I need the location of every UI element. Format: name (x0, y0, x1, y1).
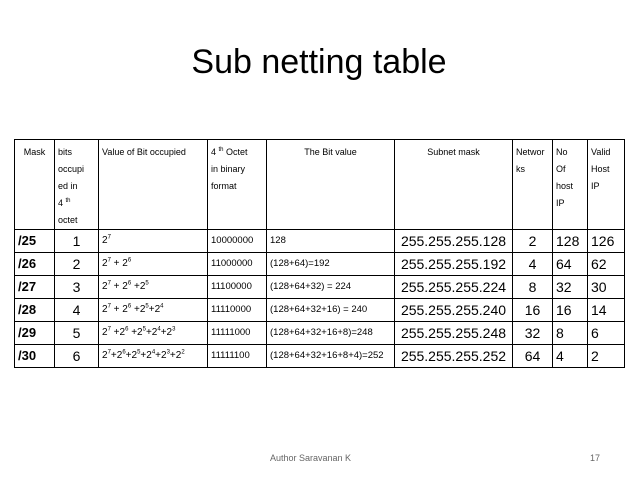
table-row (15, 253, 625, 276)
cell-hosts: 128 (553, 230, 588, 253)
cell-bit-value: (128+64+32+16+8+4)=252 (267, 345, 395, 368)
cell-mask: /25 (15, 230, 55, 253)
cell-networks: 4 (513, 253, 553, 276)
cell-bits: 3 (55, 276, 99, 299)
cell-subnet-mask: 255.255.255.240 (395, 299, 513, 322)
cell-networks: 2 (513, 230, 553, 253)
cell-valid: 30 (588, 276, 625, 299)
footer-author: Author Saravanan K (270, 453, 352, 463)
cell-networks: 8 (513, 276, 553, 299)
header-bit-value: The Bit value (267, 140, 395, 230)
cell-subnet-mask: 255.255.255.192 (395, 253, 513, 276)
header-networks: Networ ks (513, 140, 553, 230)
cell-value: $2^7+2^6+2^5+2^4+2^3+2^2$ (99, 345, 208, 368)
cell-hosts: 4 (553, 345, 588, 368)
header-hosts: No Of host IP (553, 140, 588, 230)
cell-bits: 4 (55, 299, 99, 322)
cell-value: $2^7 +2^6 +2^5+2^4+2^3$ (99, 322, 208, 345)
cell-subnet-mask: 255.255.255.252 (395, 345, 513, 368)
cell-hosts: 8 (553, 322, 588, 345)
cell-valid: 6 (588, 322, 625, 345)
cell-bits: 1 (55, 230, 99, 253)
cell-value: $2^7$ (99, 230, 208, 253)
cell-hosts: 16 (553, 299, 588, 322)
cell-hosts: 32 (553, 276, 588, 299)
cell-value: $2^7 + 2^6 +2^5+2^4$ (99, 299, 208, 322)
cell-hosts: 64 (553, 253, 588, 276)
cell-bit-value: 128 (267, 230, 395, 253)
cell-binary: 11100000 (208, 276, 267, 299)
cell-subnet-mask: 255.255.255.224 (395, 276, 513, 299)
table-row (15, 322, 625, 345)
table-row (15, 230, 625, 253)
cell-bits: 6 (55, 345, 99, 368)
slide-title: Sub netting table (191, 43, 447, 81)
header-octet: 4 $^{th}$ Octet in binary format (208, 140, 267, 230)
cell-binary: 11110000 (208, 299, 267, 322)
cell-bit-value: (128+64+32+16) = 240 (267, 299, 395, 322)
header-row (15, 140, 625, 230)
cell-bits: 2 (55, 253, 99, 276)
cell-subnet-mask: 255.255.255.248 (395, 322, 513, 345)
table-row (15, 276, 625, 299)
cell-valid: 126 (588, 230, 625, 253)
cell-value: $2^7 + 2^6 +2^5$ (99, 276, 208, 299)
cell-binary: 11111000 (208, 322, 267, 345)
header-subnet-mask: Subnet mask (395, 140, 513, 230)
subnetting-table (14, 139, 625, 368)
cell-mask: /29 (15, 322, 55, 345)
cell-valid: 2 (588, 345, 625, 368)
cell-mask: /27 (15, 276, 55, 299)
cell-bit-value: (128+64+32+16+8)=248 (267, 322, 395, 345)
cell-valid: 62 (588, 253, 625, 276)
header-value: Value of Bit occupied (99, 140, 208, 230)
cell-subnet-mask: 255.255.255.128 (395, 230, 513, 253)
table-row (15, 345, 625, 368)
cell-mask: /30 (15, 345, 55, 368)
header-valid: Valid Host IP (588, 140, 625, 230)
cell-bit-value: (128+64)=192 (267, 253, 395, 276)
page-number: 17 (590, 453, 601, 463)
header-bits: bits occupi ed in 4 $^{th}$ octet (55, 140, 99, 230)
cell-binary: 11000000 (208, 253, 267, 276)
cell-valid: 14 (588, 299, 625, 322)
header-mask: Mask (15, 140, 55, 230)
cell-binary: 10000000 (208, 230, 267, 253)
cell-bit-value: (128+64+32) = 224 (267, 276, 395, 299)
cell-bits: 5 (55, 322, 99, 345)
cell-binary: 11111100 (208, 345, 267, 368)
cell-mask: /28 (15, 299, 55, 322)
cell-mask: /26 (15, 253, 55, 276)
table-row (15, 299, 625, 322)
cell-networks: 64 (513, 345, 553, 368)
cell-networks: 16 (513, 299, 553, 322)
cell-value: $2^7 + 2^6$ (99, 253, 208, 276)
cell-networks: 32 (513, 322, 553, 345)
